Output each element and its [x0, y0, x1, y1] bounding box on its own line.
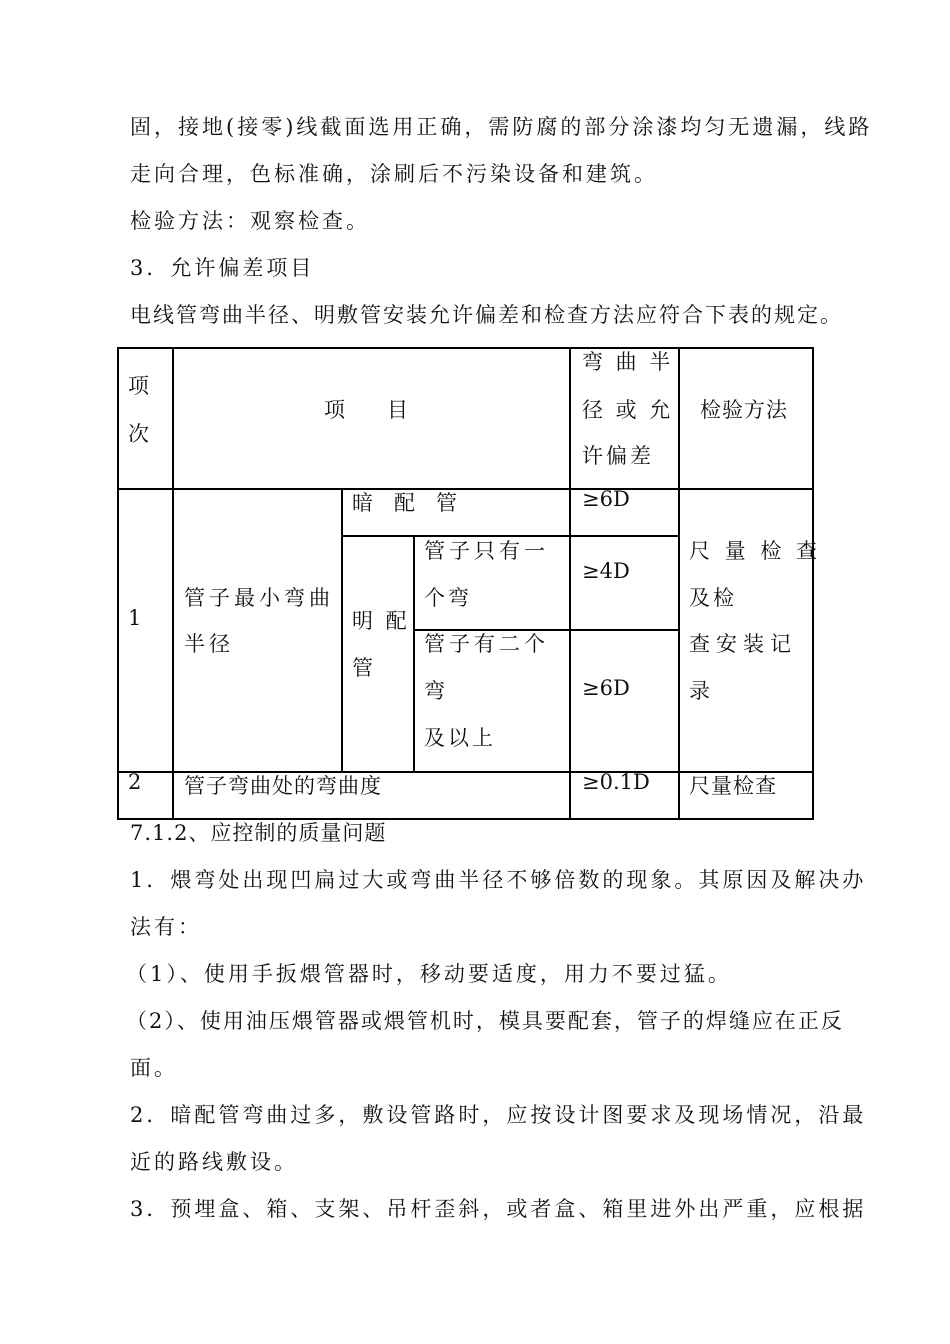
row1-item: 半径 — [184, 632, 234, 656]
header-tolerance: 许偏差 — [582, 444, 654, 468]
concealed-pipe-label: 暗 配 管 — [352, 491, 457, 515]
body-text-line: 固，接地(接零)线截面选用正确，需防腐的部分涂漆均匀无遗漏，线路 — [130, 115, 873, 139]
row2-item: 管子弯曲处的弯曲度 — [184, 774, 382, 798]
body-text-line: 检验方法：观察检查。 — [130, 209, 370, 233]
row1-item: 管子最小弯曲 — [184, 586, 334, 610]
body-text-line: 面。 — [130, 1056, 178, 1080]
two-bend-label: 管子有二个 — [424, 632, 549, 656]
tolerance-value: ≥0.1D — [582, 770, 650, 794]
body-text-line: 2．暗配管弯曲过多，敷设管路时，应按设计图要求及现场情况，沿最 — [130, 1103, 867, 1127]
body-text-line: 近的路线敷设。 — [130, 1150, 298, 1174]
body-text-line: 法有： — [130, 915, 202, 939]
header-method: 检验方法 — [700, 398, 788, 422]
row1-method: 录 — [689, 679, 713, 703]
row1-method: 及检 — [689, 586, 737, 610]
row1-method: 尺 量 检 查 — [689, 539, 822, 563]
body-text-line: （2）、使用油压煨管器或煨管机时，模具要配套，管子的焊缝应在正反 — [126, 1009, 844, 1033]
row1-index: 1 — [128, 606, 145, 630]
row2-index: 2 — [128, 770, 145, 794]
section-heading: 7.1.2、应控制的质量问题 — [130, 821, 387, 845]
header-index: 项 — [128, 374, 152, 398]
one-bend-label: 管子只有一 — [424, 539, 549, 563]
two-bend-label: 及以上 — [424, 726, 496, 750]
exposed-pipe-label: 明 配 — [352, 609, 410, 633]
tolerance-value: ≥6D — [582, 676, 630, 700]
header-tolerance: 弯 曲 半 — [582, 350, 674, 374]
body-text-line: 走向合理，色标准确，涂刷后不污染设备和建筑。 — [130, 162, 658, 186]
header-index: 次 — [128, 422, 152, 446]
row1-method: 查安装记 — [689, 632, 797, 656]
row2-method: 尺量检查 — [689, 774, 777, 798]
body-text-line: 电线管弯曲半径、明敷管安装允许偏差和检查方法应符合下表的规定。 — [130, 303, 843, 327]
header-item: 项 目 — [324, 398, 408, 422]
two-bend-label: 弯 — [424, 679, 448, 703]
header-tolerance: 径 或 允 — [582, 398, 674, 422]
tolerance-value: ≥4D — [582, 559, 630, 583]
section-heading: 3．允许偏差项目 — [130, 256, 315, 280]
body-text-line: 3．预埋盒、箱、支架、吊杆歪斜，或者盒、箱里进外出严重，应根据 — [130, 1197, 867, 1221]
tolerance-value: ≥6D — [582, 487, 630, 511]
body-text-line: 1．煨弯处出现凹扁过大或弯曲半径不够倍数的现象。其原因及解决办 — [130, 868, 867, 892]
exposed-pipe-label: 管 — [352, 656, 376, 680]
one-bend-label: 个弯 — [424, 586, 472, 610]
body-text-line: （1）、使用手扳煨管器时，移动要适度，用力不要过猛。 — [126, 962, 732, 986]
